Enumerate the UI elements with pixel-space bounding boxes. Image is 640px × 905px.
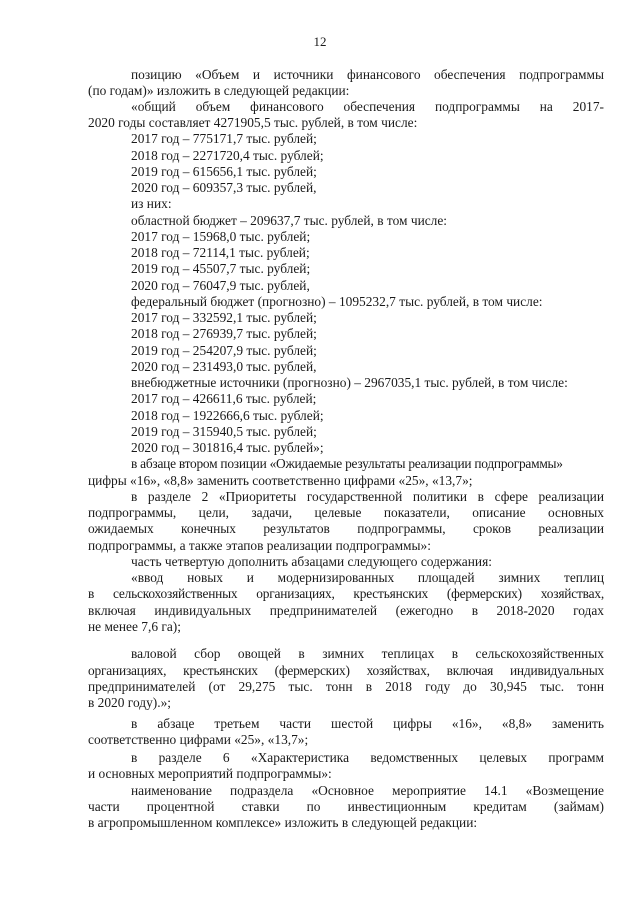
text-line: федеральный бюджет (прогнозно) – 1095232,7 тыс. рублей, в том числе: (131, 294, 543, 309)
text-line: в абзаце втором позиции «Ожидаемые результаты реализации подпрограммы» (131, 456, 563, 471)
text-line: цифры «16», «8,8» заменить соответственно цифрами «25», «13,7»; (88, 473, 473, 488)
text-line: 2020 год – 231493,0 тыс. рублей, (131, 359, 317, 374)
text-line: подпрограммы, а также этапов реализации подпрограммы»: (88, 538, 431, 553)
text-line: соответственно цифрами «25», «13,7»; (88, 732, 309, 747)
text-line: в 2020 году).»; (88, 695, 171, 710)
text-line: ожидаемых конечных результатов подпрограммы, сроков реализации (88, 521, 604, 536)
text-line: не менее 7,6 га); (88, 619, 181, 634)
text-line: 2017 год – 426611,6 тыс. рублей; (131, 391, 317, 406)
text-line: части процентной ставки по инвестиционным кредитам (займам) (88, 799, 604, 814)
text-line: (по годам)» изложить в следующей редакции: (88, 83, 350, 98)
text-line: в разделе 6 «Характеристика ведомственных целевых программ (131, 750, 604, 765)
text-line: включая индивидуальных предпринимателей (ежегодно в 2018-2020 годах (88, 603, 604, 618)
text-line: внебюджетные источники (прогнозно) – 2967035,1 тыс. рублей, в том числе: (131, 375, 568, 390)
text-line: 2018 год – 276939,7 тыс. рублей; (131, 326, 317, 341)
text-line: 2018 год – 2271720,4 тыс. рублей; (131, 148, 324, 163)
text-line: 2017 год – 332592,1 тыс. рублей; (131, 310, 317, 325)
text-line: подпрограммы, цели, задачи, целевые показатели, описание основных (88, 505, 604, 520)
text-line: 2019 год – 45507,7 тыс. рублей; (131, 261, 311, 276)
text-line: «общий объем финансового обеспечения подпрограммы на 2017- (131, 99, 604, 114)
text-line: из них: (131, 196, 172, 211)
text-line: областной бюджет – 209637,7 тыс. рублей, в том числе: (131, 213, 448, 228)
text-line: 2019 год – 254207,9 тыс. рублей; (131, 343, 317, 358)
text-line: 2017 год – 15968,0 тыс. рублей; (131, 229, 311, 244)
text-line: 2017 год – 775171,7 тыс. рублей; (131, 131, 317, 146)
text-line: 2018 год – 72114,1 тыс. рублей; (131, 245, 310, 260)
text-line: в агропромышленном комплексе» изложить в следующей редакции: (88, 815, 478, 830)
text-line: 2019 год – 615656,1 тыс. рублей; (131, 164, 317, 179)
text-line: 2020 год – 76047,9 тыс. рублей, (131, 278, 310, 293)
text-line: 2020 год – 301816,4 тыс. рублей»; (131, 440, 324, 455)
text-line: и основных мероприятий подпрограммы»: (88, 766, 332, 781)
text-line: позицию «Объем и источники финансового обеспечения подпрограммы (131, 67, 604, 82)
text-line: 2019 год – 315940,5 тыс. рублей; (131, 424, 317, 439)
text-line: 2018 год – 1922666,6 тыс. рублей; (131, 408, 324, 423)
text-line: 2020 годы составляет 4271905,5 тыс. рублей, в том числе: (88, 115, 418, 130)
text-line: наименование подраздела «Основное мероприятие 14.1 «Возмещение (131, 783, 604, 798)
text-line: предпринимателей (от 29,275 тыс. тонн в 2018 году до 30,945 тыс. тонн (88, 679, 604, 694)
text-line: организациях, крестьянских (фермерских) хозяйствах, включая индивидуальных (88, 663, 604, 678)
text-line: часть четвертую дополнить абзацами следующего содержания: (131, 554, 492, 569)
text-line: «ввод новых и модернизированных площадей зимних теплиц (131, 570, 604, 585)
text-line: в сельскохозяйственных организациях, крестьянских (фермерских) хозяйствах, (88, 586, 604, 601)
page-number: 12 (313, 34, 327, 49)
text-line: валовой сбор овощей в зимних теплицах в сельскохозяйственных (131, 646, 604, 661)
text-line: в разделе 2 «Приоритеты государственной политики в сфере реализации (131, 489, 604, 504)
text-line: 2020 год – 609357,3 тыс. рублей, (131, 180, 317, 195)
text-line: в абзаце третьем части шестой цифры «16», «8,8» заменить (131, 716, 604, 731)
